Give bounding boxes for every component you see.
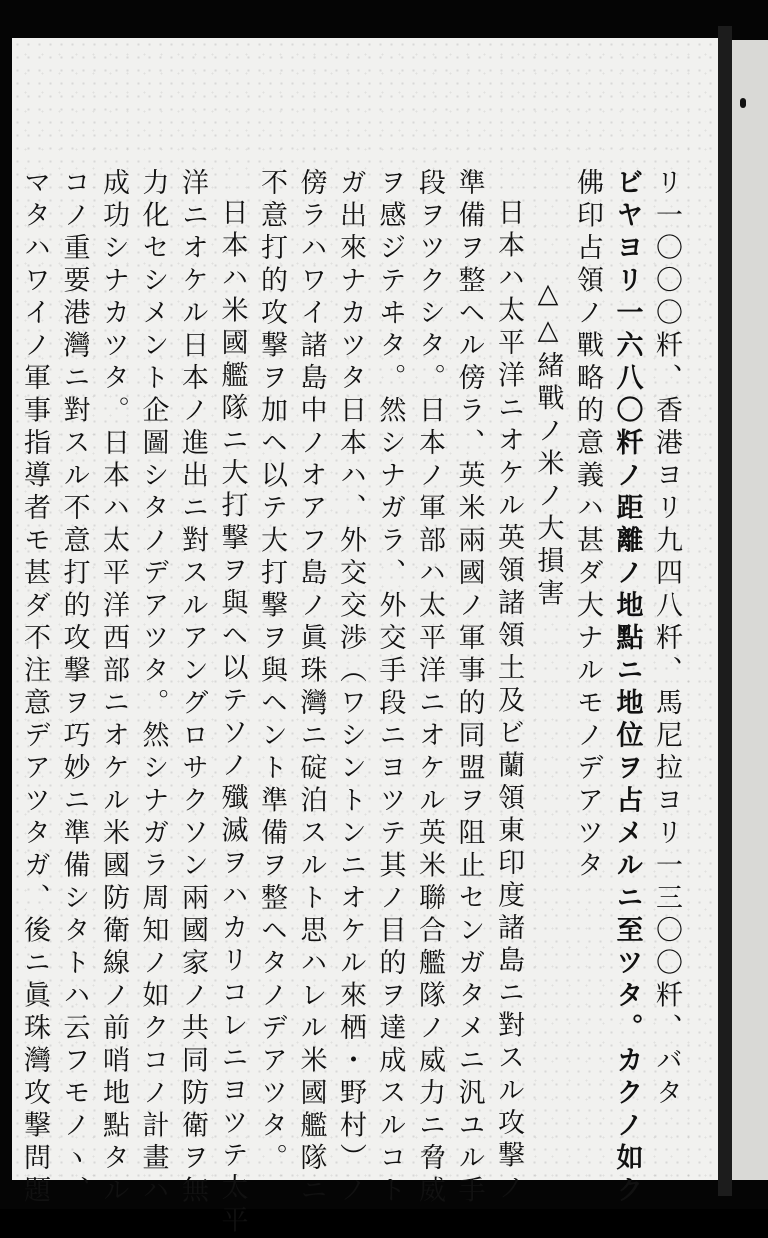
text-line-9: ガ出來ナカツタ日本ハ、外交交渉（ワシントンニオケル來栖・野村）ノ [335, 168, 366, 1208]
text-line-17: マタハワイノ軍事指導者モ甚ダ不注意デアツタガ、後ニ眞珠灣攻撃問題 [19, 168, 50, 1208]
text-line-11: 不意打的攻撃ヲ加ヘ以テ大打撃ヲ與ヘント準備ヲ整ヘタノデアツタ。 [256, 168, 287, 1176]
text-line-15: 成功シナカツタ。日本ハ太平洋西部ニオケル米國防衛線ノ前哨地點タル [98, 168, 129, 1208]
text-line-13: 洋ニオケル日本ノ進出ニ對スルアングロサクソン兩國家ノ共同防衛ヲ無 [177, 168, 208, 1208]
book-spine [718, 26, 732, 1196]
text-line-12: 日本ハ米國艦隊ニ大打撃ヲ與ヘ以テソノ殲滅ヲハカリコレニヨツテ太平 [216, 198, 248, 1238]
ink-mark [740, 98, 746, 108]
text-line-1: リ一〇〇〇粁、香港ヨリ九四八粁、馬尼拉ヨリ一三〇〇粁、バタ [651, 168, 682, 1111]
text-line-5: 日本ハ太平洋ニオケル英領諸領土及ビ蘭領東印度諸島ニ對スル攻撃ノ [493, 198, 524, 1206]
section-heading: △△緒戰ノ米ノ大損害 [532, 278, 564, 611]
text-line-10: 傍ラハワイ諸島中ノオアフ島ノ眞珠灣ニ碇泊スルト思ハレル米國艦隊ニ [295, 168, 327, 1208]
adjacent-page-edge [732, 40, 768, 1180]
text-line-3: 佛印占領ノ戰略的意義ハ甚ダ大ナルモノデアツタ [572, 168, 603, 883]
text-line-16: コノ重要港灣ニ對スル不意打的攻撃ヲ巧妙ニ準備シタトハ云フモノヽ、 [58, 168, 90, 1208]
text-line-8: ヲ感ジテヰタ。然シナガラ、外交手段ニヨツテ其ノ目的ヲ達成スルコト [374, 168, 406, 1208]
text-line-14: 力化セシメント企圖シタノデアツタ。然シナガラ周知ノ如クコノ計畫ハ [137, 168, 169, 1208]
text-line-7: 段ヲツクシタ。日本ノ軍部ハ太平洋ニオケル英米聯合艦隊ノ威力ニ脅威 [414, 168, 445, 1208]
vertical-text-block [19, 168, 686, 1238]
text-line-2: ビヤヨリ一六八〇粁ノ距離ノ地點ニ地位ヲ占メルニ至ツタ。カクノ如ク [611, 168, 643, 1208]
text-line-6: 準備ヲ整ヘル傍ラ、英米兩國ノ軍事的同盟ヲ阻止センガタメニ汎ユル手 [453, 168, 485, 1208]
